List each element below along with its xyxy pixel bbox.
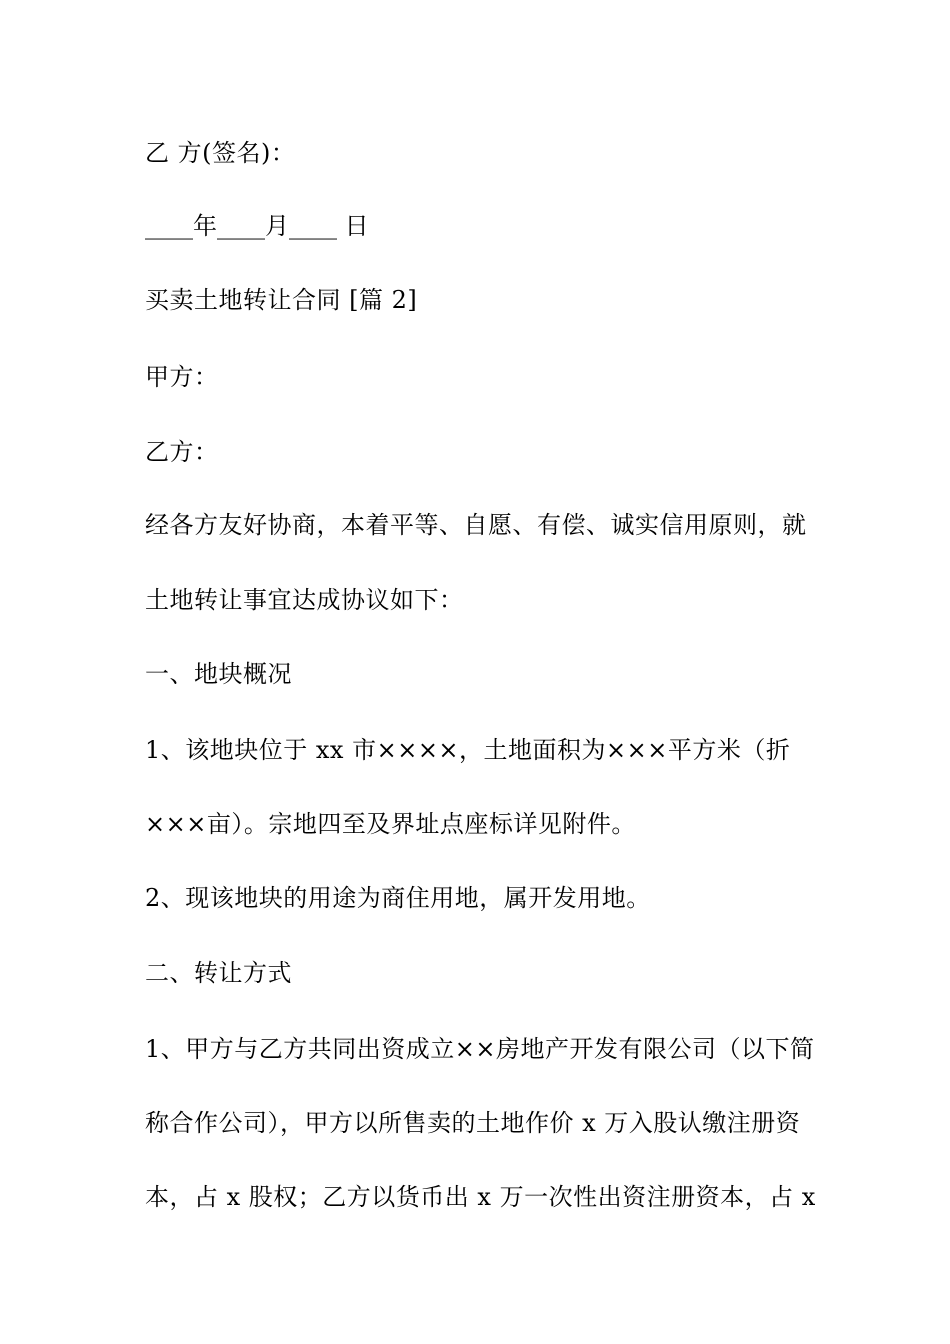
party-b-label: 乙方：: [145, 438, 219, 466]
preamble-line-2: 土地转让事宜达成协议如下：: [145, 586, 464, 614]
clause-1-1-line-1: 1、该地块位于 xx 市××××，土地面积为×××平方米（折: [145, 736, 791, 764]
clause-1-1-line-2: ×××亩）。宗地四至及界址点座标详见附件。: [145, 810, 636, 838]
clause-1-2: 2、现该地块的用途为商住用地，属开发用地。: [145, 884, 651, 912]
clause-2-1-line-2: 称合作公司），甲方以所售卖的土地作价 x 万入股认缴注册资: [145, 1109, 801, 1137]
preamble-line-1: 经各方友好协商，本着平等、自愿、有偿、诚实信用原则，就: [145, 511, 807, 539]
contract-title: 买卖土地转让合同 [篇 2]: [145, 286, 418, 314]
signature-date-line: ____年____月____ 日: [145, 212, 369, 240]
section-heading-1: 一、地块概况: [145, 660, 292, 688]
party-a-label: 甲方：: [145, 363, 219, 391]
clause-2-1-line-3: 本，占 x 股权；乙方以货币出 x 万一次性出资注册资本，占 x: [145, 1183, 816, 1211]
section-heading-2: 二、转让方式: [145, 959, 292, 987]
party-b-signature-line: 乙 方(签名)：: [145, 139, 296, 167]
clause-2-1-line-1: 1、甲方与乙方共同出资成立××房地产开发有限公司（以下简: [145, 1035, 815, 1063]
